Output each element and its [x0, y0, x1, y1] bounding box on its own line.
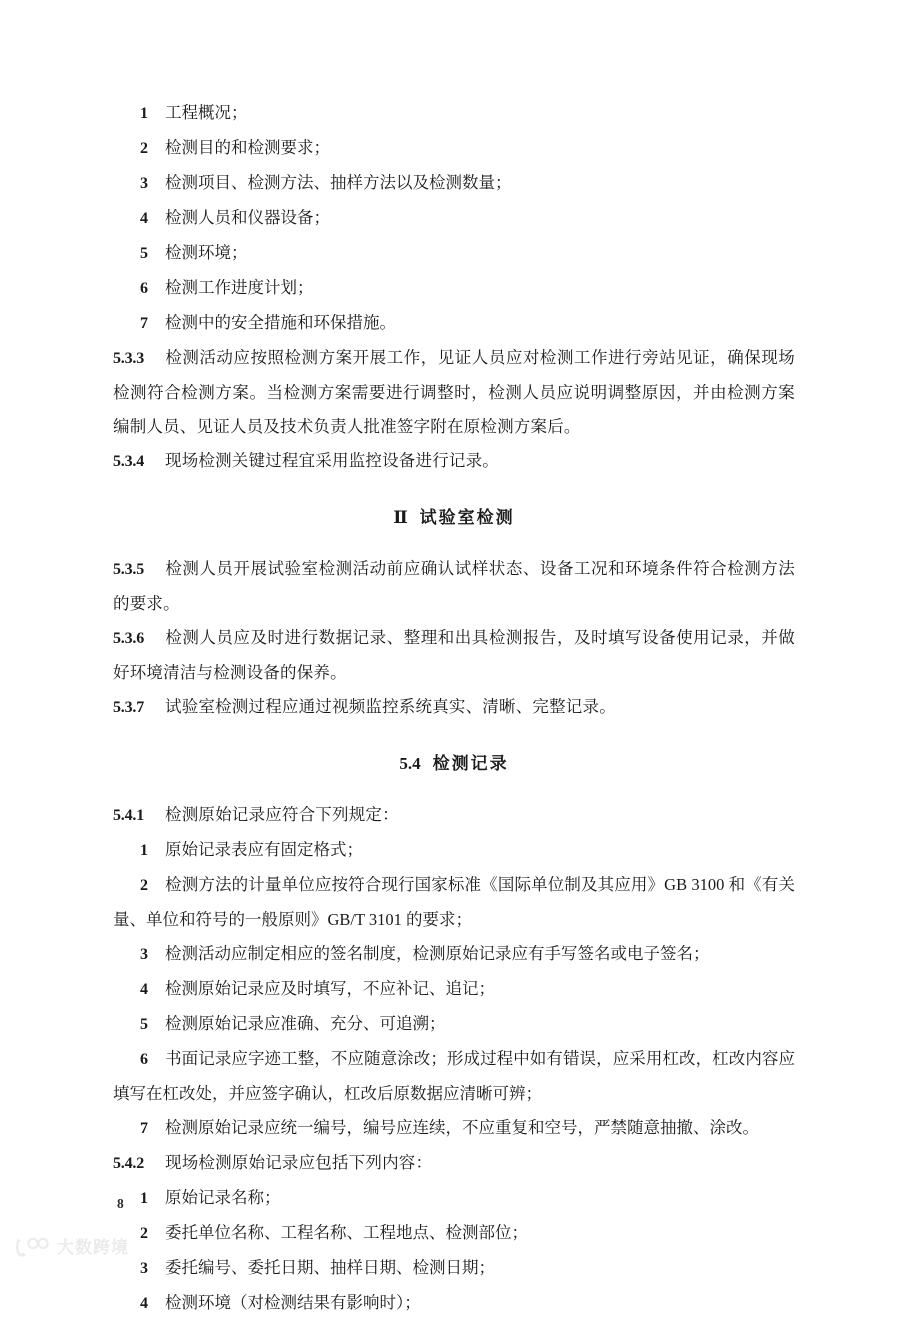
list-item — [113, 1007, 795, 1042]
list-item-number: 7 — [140, 315, 148, 332]
clause-text: 现场检测原始记录应包括下列内容： — [165, 1153, 433, 1172]
list-item-number: 1 — [140, 842, 148, 859]
list-item-number: 5 — [140, 1016, 148, 1033]
spacer — [113, 479, 795, 501]
list-item-text: 检测人员和仪器设备； — [165, 208, 330, 227]
list-item-text: 委托单位名称、工程名称、工程地点、检测部位； — [165, 1223, 528, 1242]
clause-5-3-5 — [113, 552, 795, 621]
clause-number: 5.3.3 — [113, 350, 145, 367]
list-item — [113, 96, 795, 131]
list-item — [113, 131, 795, 166]
clause-5-3-4 — [113, 444, 795, 479]
list-item-text: 原始记录表应有固定格式； — [165, 840, 363, 859]
list-item — [113, 1111, 795, 1146]
page-number: 8 — [117, 1196, 124, 1211]
list-item-text: 检测中的安全措施和环保措施。 — [165, 313, 396, 332]
clause-text: 现场检测关键过程宜采用监控设备进行记录。 — [165, 451, 499, 470]
clause-number: 5.3.6 — [113, 630, 145, 647]
list-item-number: 6 — [140, 1051, 148, 1068]
list-item-text: 检测目的和检测要求； — [165, 138, 330, 157]
clause-5-3-6 — [113, 621, 795, 690]
list-item-number: 4 — [140, 210, 148, 227]
list-item-text: 检测项目、检测方法、抽样方法以及检测数量； — [165, 173, 512, 192]
list-item — [113, 1216, 795, 1251]
list-item-number: 6 — [140, 280, 148, 297]
list-item-text: 检测原始记录应统一编号，编号应连续，不应重复和空号，严禁随意抽撤、涂改。 — [165, 1118, 759, 1137]
list-item-number: 5 — [140, 245, 148, 262]
list-item-text: 检测工作进度计划； — [165, 278, 314, 297]
clause-text: 检测原始记录应符合下列规定： — [165, 805, 399, 824]
list-item-number: 3 — [140, 1260, 148, 1277]
clause-5-3-7 — [113, 690, 795, 725]
list-item-text: 书面记录应字迹工整，不应随意涂改；形成过程中如有错误，应采用杠改，杠改内容应填写在杠改处，并应签字确认，杠改后原数据应清晰可辨； — [113, 1049, 795, 1103]
list-item — [113, 1286, 795, 1321]
clause-text: 检测人员应及时进行数据记录、整理和出具检测报告，及时填写设备使用记录，并做好环境清洁与检测设备的保养。 — [113, 628, 795, 682]
list-item — [113, 306, 795, 341]
section-heading-2 — [113, 501, 795, 535]
list-item-number: 4 — [140, 1295, 148, 1312]
list-item-number: 4 — [140, 981, 148, 998]
list-item-number: 1 — [140, 105, 148, 122]
brand-logo-icon — [14, 1236, 50, 1258]
list-item — [113, 1251, 795, 1286]
list-item-text: 检测活动应制定相应的签名制度，检测原始记录应有手写签名或电子签名； — [165, 944, 710, 963]
spacer — [113, 781, 795, 798]
list-item — [113, 972, 795, 1007]
list-5-4-2 — [113, 1181, 795, 1321]
list-item-text: 工程概况； — [165, 103, 248, 122]
clause-number: 5.3.7 — [113, 699, 145, 716]
list-item-number: 1 — [140, 1190, 148, 1207]
list-5-3-2 — [113, 96, 795, 341]
list-item-text: 检测环境（对检测结果有影响时）； — [165, 1293, 421, 1312]
clause-5-3-3 — [113, 341, 795, 444]
clause-number: 5.3.5 — [113, 561, 145, 578]
list-item — [113, 201, 795, 236]
list-item — [113, 236, 795, 271]
clause-number: 5.3.4 — [113, 453, 145, 470]
list-item-text: 检测原始记录应及时填写，不应补记、追记； — [165, 979, 495, 998]
heading-numeral: Ⅱ — [393, 508, 408, 527]
list-item-number: 2 — [140, 140, 148, 157]
list-item — [113, 833, 795, 868]
list-item-number: 3 — [140, 946, 148, 963]
list-item — [113, 271, 795, 306]
clause-5-4-2 — [113, 1146, 795, 1181]
section-heading-5-4 — [113, 747, 795, 781]
list-item-number: 7 — [140, 1120, 148, 1137]
list-item-text: 检测方法的计量单位应按符合现行国家标准《国际单位制及其应用》GB 3100 和《有关量、单位和符号的一般原则》GB/T 3101 的要求； — [113, 875, 795, 929]
list-item-number: 3 — [140, 175, 148, 192]
list-item-text: 原始记录名称； — [165, 1188, 281, 1207]
heading-numeral: 5.4 — [399, 754, 421, 773]
clause-number: 5.4.1 — [113, 807, 145, 824]
clause-text: 试验室检测过程应通过视频监控系统真实、清晰、完整记录。 — [165, 697, 616, 716]
page-content — [113, 96, 795, 1321]
list-item — [113, 166, 795, 201]
list-item-number: 2 — [140, 877, 148, 894]
list-item-text: 检测原始记录应准确、充分、可追溯； — [165, 1014, 446, 1033]
list-5-4-1 — [113, 833, 795, 1146]
list-item-text: 委托编号、委托日期、抽样日期、检测日期； — [165, 1258, 495, 1277]
list-item — [113, 1181, 795, 1216]
clause-5-4-1 — [113, 798, 795, 833]
watermark — [14, 1236, 129, 1258]
list-item — [113, 868, 795, 937]
list-item-number: 2 — [140, 1225, 148, 1242]
spacer — [113, 535, 795, 552]
clause-text: 检测人员开展试验室检测活动前应确认试样状态、设备工况和环境条件符合检测方法的要求。 — [113, 559, 795, 613]
clause-number: 5.4.2 — [113, 1155, 145, 1172]
heading-title: 试验室检测 — [419, 508, 515, 527]
spacer — [113, 725, 795, 747]
list-item — [113, 937, 795, 972]
list-item-text: 检测环境； — [165, 243, 248, 262]
clause-text: 检测活动应按照检测方案开展工作，见证人员应对检测工作进行旁站见证，确保现场检测符合检测方案。当检测方案需要进行调整时，检测人员应说明调整原因，并由检测方案编制人员、见证人员及技术负责人批准签字附在原检测方案后。 — [113, 348, 795, 436]
heading-title: 检测记录 — [432, 754, 509, 773]
list-item — [113, 1042, 795, 1111]
watermark-text: 大数跨境 — [57, 1237, 129, 1257]
